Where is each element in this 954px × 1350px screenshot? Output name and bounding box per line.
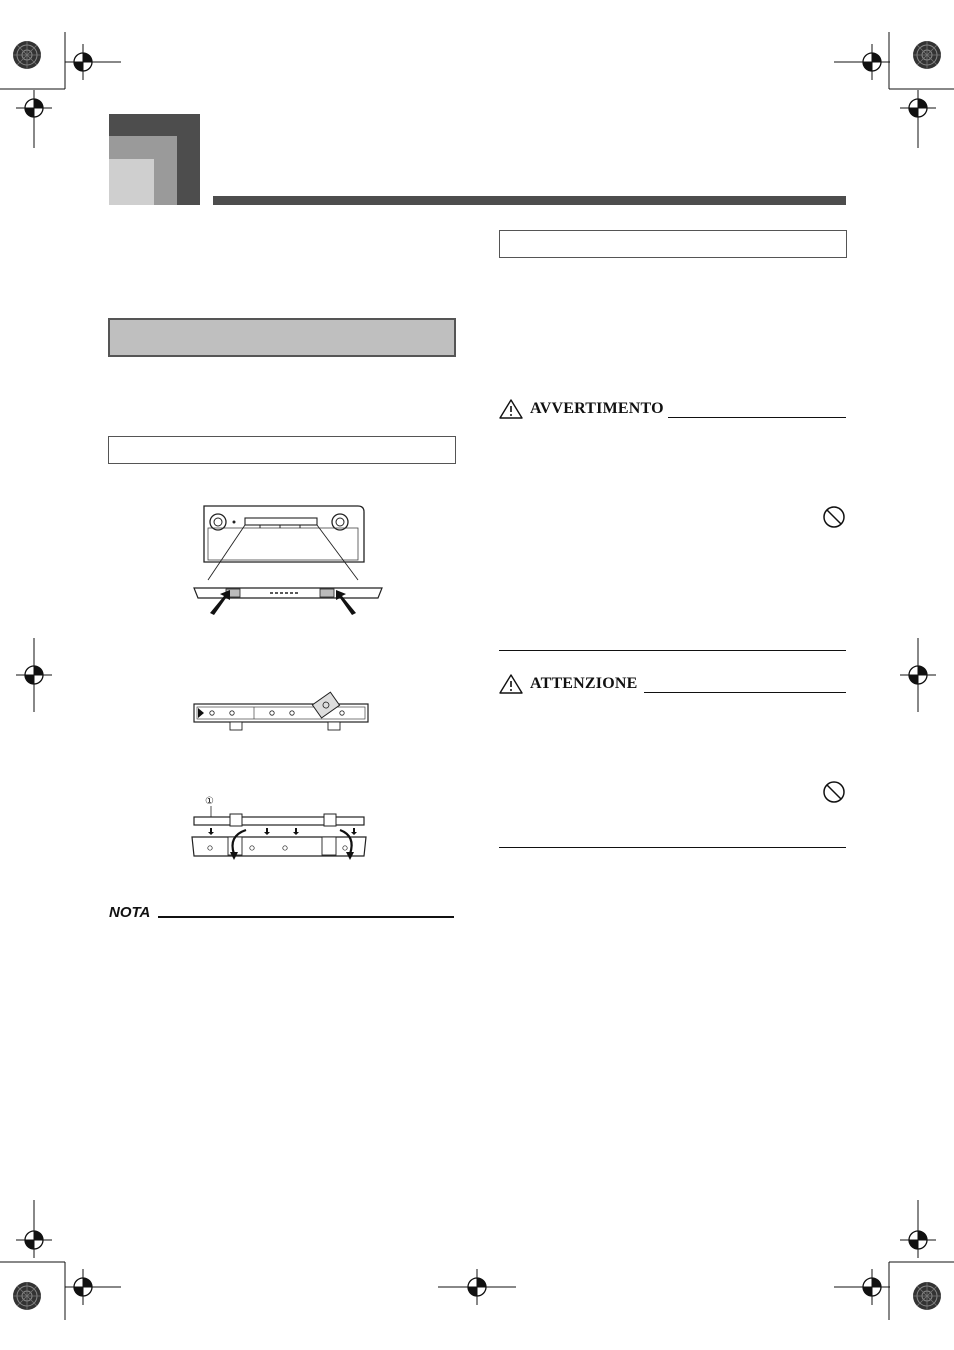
nota-heading [109,904,150,922]
caution-label: ATTENZIONE [530,675,638,692]
caution-rule [644,692,846,693]
callout-number: ① [205,796,214,807]
prohibition-icon [822,505,846,529]
warning-triangle-icon [499,398,523,420]
warning-end-rule [499,650,846,651]
color-bar-icon [913,41,941,69]
section-heading-box [108,318,456,357]
illustration-panel-removal [190,500,390,620]
right-subsection-heading-box [499,230,847,258]
warning-rule [668,417,846,418]
warning-triangle-icon [499,673,523,695]
subsection-heading-box [108,436,456,464]
chapter-title-bar [213,196,846,205]
prohibition-icon [822,780,846,804]
warning-label: AVVERTIMENTO [530,400,664,417]
color-bar-icon [13,41,41,69]
color-bar-icon [13,1282,41,1310]
illustration-panel-reattach [190,790,390,870]
illustration-panel-back [192,688,382,738]
caution-end-rule [499,847,846,848]
nota-label: NOTA [109,904,151,921]
color-bar-icon [913,1282,941,1310]
nota-rule [158,916,454,918]
